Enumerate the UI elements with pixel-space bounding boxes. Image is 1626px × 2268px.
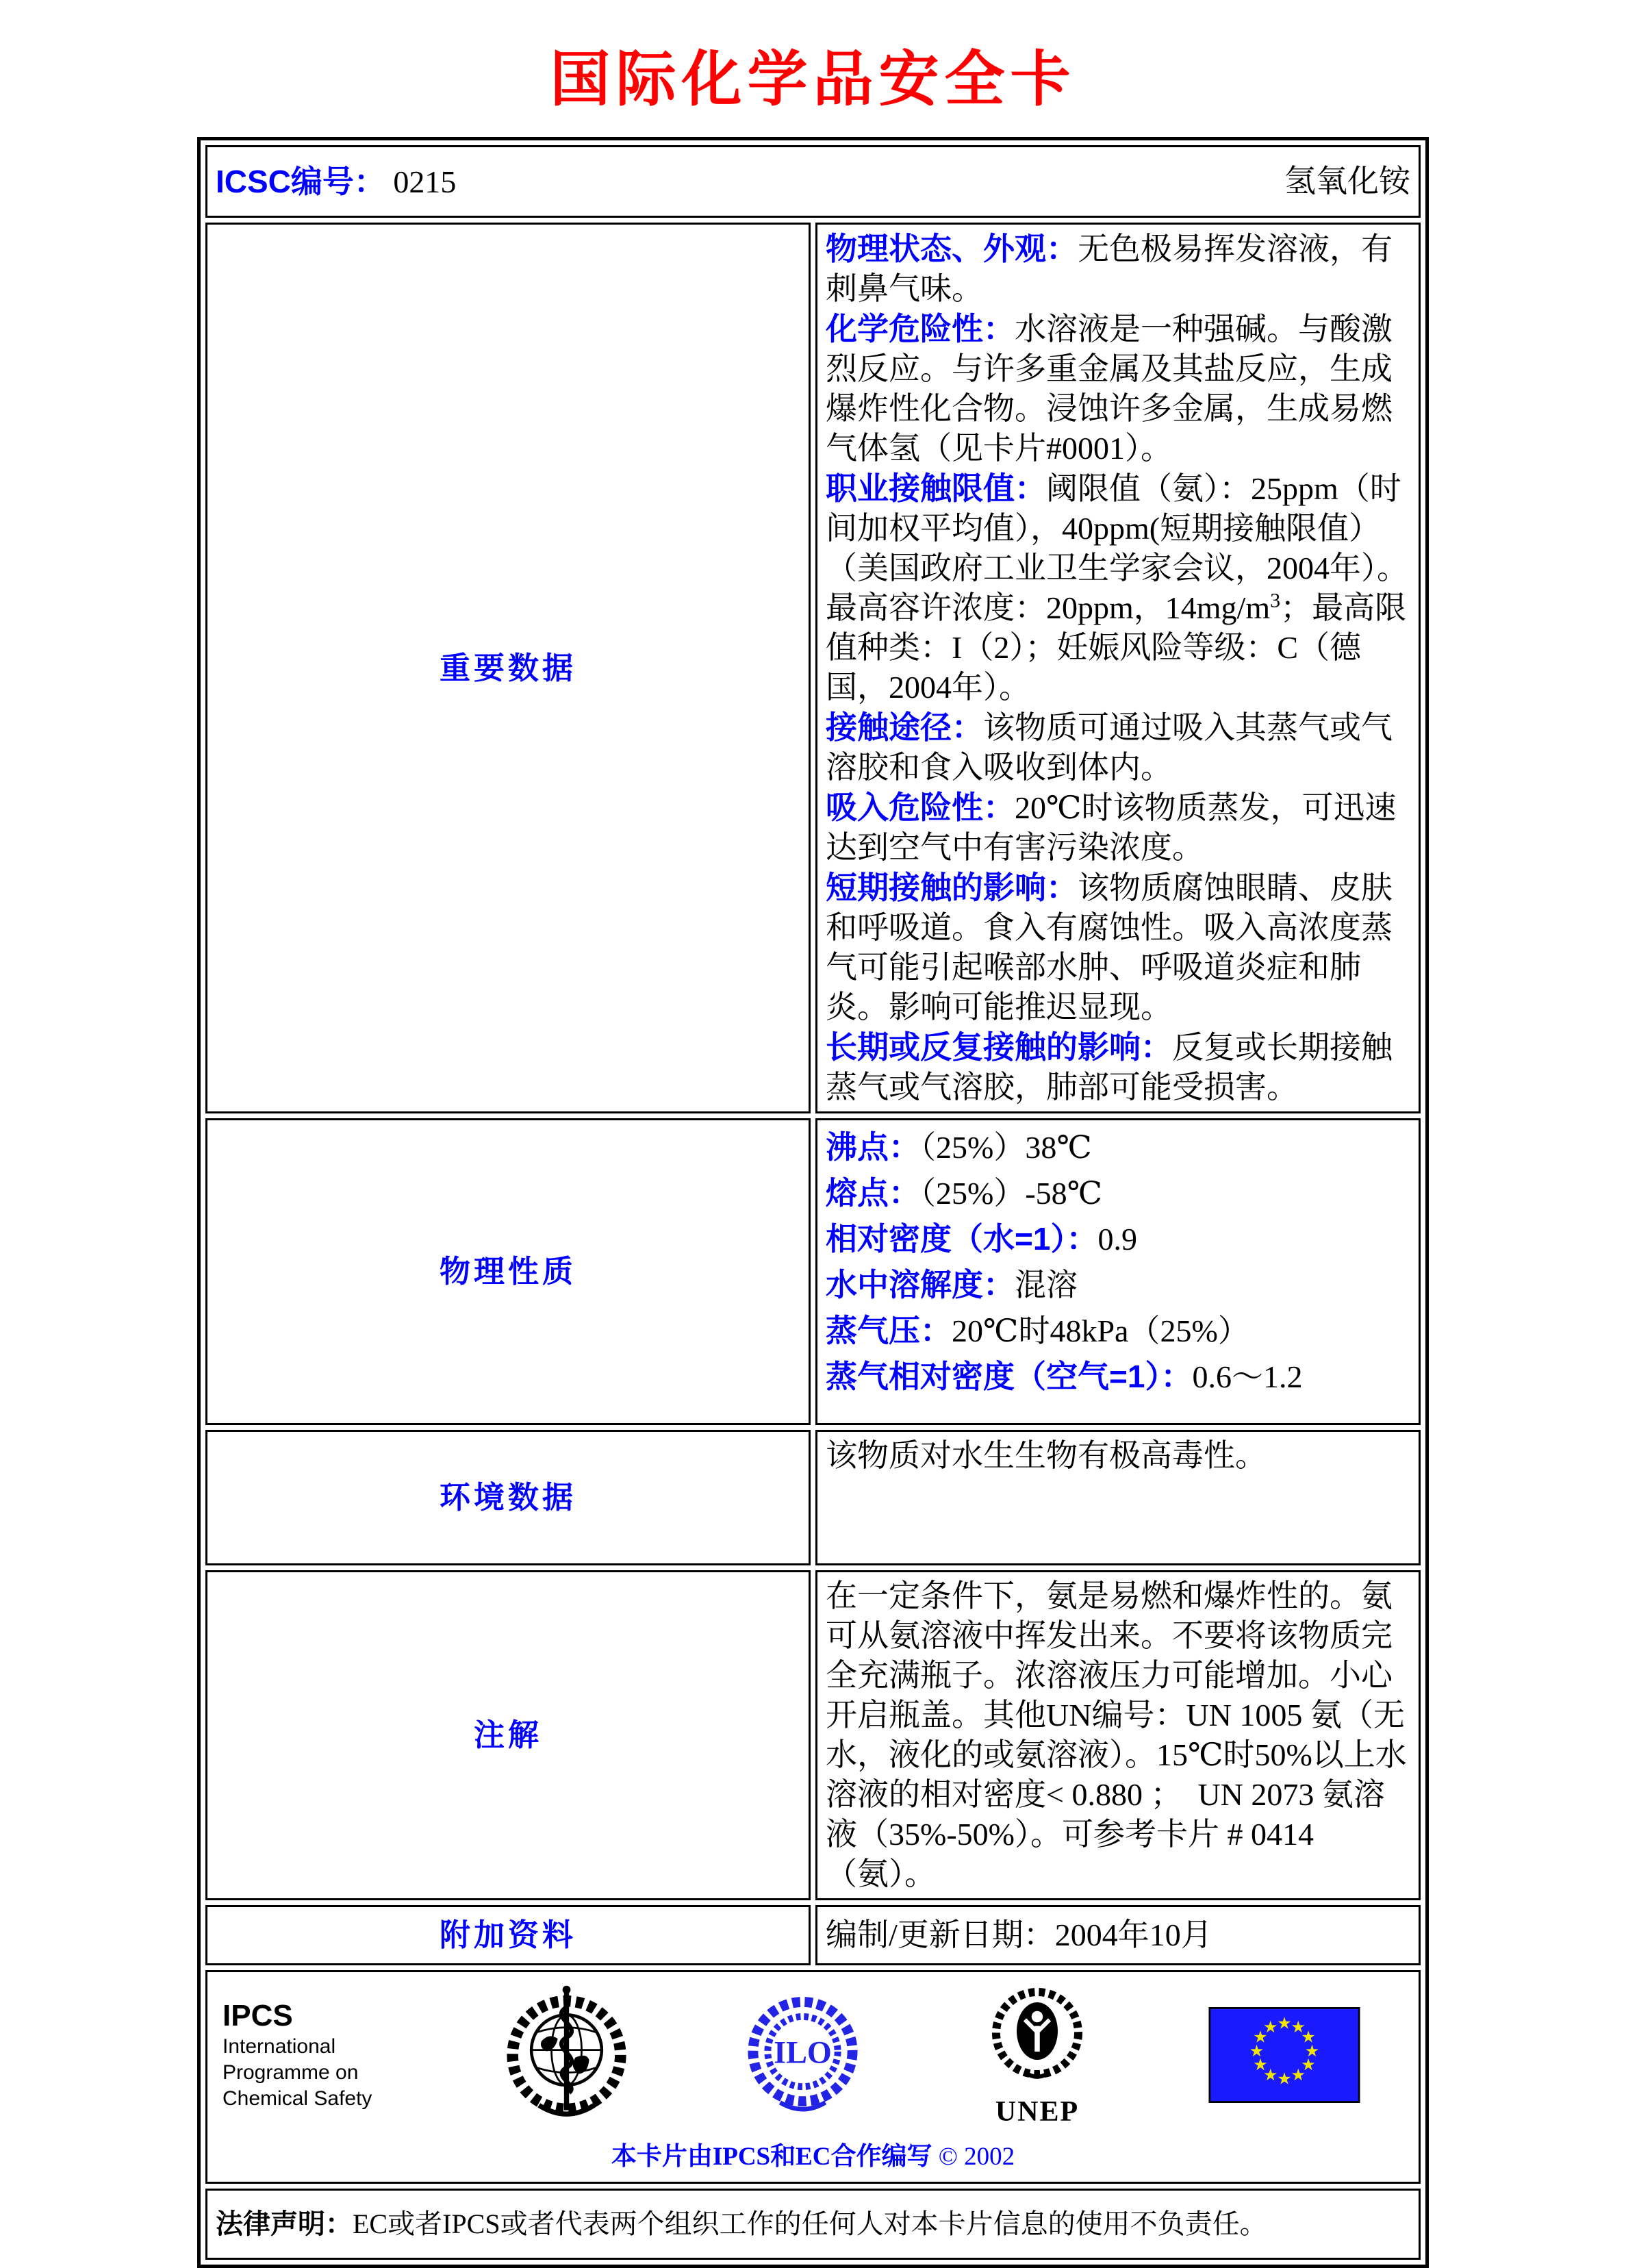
row-label-important-data: 重要数据 bbox=[439, 650, 576, 685]
additional-info-text: 编制/更新日期：2004年10月 bbox=[826, 1917, 1212, 1952]
icsc-card-page bbox=[0, 32, 1626, 2239]
ilo-logo-text: ILO bbox=[774, 2034, 832, 2070]
page-title: 国际化学品安全卡 bbox=[550, 47, 1076, 114]
icsc-card-table bbox=[197, 137, 1429, 2268]
physical-item-vapor-pressure bbox=[826, 1308, 1410, 1354]
legal-text: EC或者IPCS或者代表两个组织工作的任何人对本卡片信息的使用不负责任。 bbox=[353, 2208, 1267, 2239]
field-label: 沸点： bbox=[826, 1129, 920, 1165]
ipcs-line2: Programme on bbox=[223, 2061, 359, 2084]
field-value: 混溶 bbox=[1015, 1268, 1078, 1302]
logos-row bbox=[205, 1970, 1421, 2184]
notes-row bbox=[205, 1570, 1421, 1900]
important-item-short-term-effects bbox=[826, 868, 1410, 1027]
credit-text: 本卡片由IPCS和EC合作编写 bbox=[611, 2143, 932, 2171]
icsc-number: 0215 bbox=[393, 164, 457, 199]
physical-properties-content-cell bbox=[815, 1118, 1421, 1425]
field-value: 0.6～1.2 bbox=[1192, 1359, 1303, 1394]
logos-cell bbox=[205, 1970, 1421, 2184]
field-value: 20℃时48kPa（25%） bbox=[952, 1313, 1249, 1348]
field-value: 无色极易挥发溶液，有刺鼻气味。 bbox=[826, 231, 1393, 306]
physical-properties-row bbox=[205, 1118, 1421, 1425]
notes-content-cell bbox=[815, 1570, 1421, 1900]
important-data-content-cell bbox=[815, 223, 1421, 1113]
field-value: 该物质腐蚀眼睛、皮肤和呼吸道。食入有腐蚀性。吸入高浓度蒸气可能引起喉部水肿、呼吸道炎症和肺炎。影响可能推迟显现。 bbox=[826, 870, 1393, 1024]
additional-info-label-cell bbox=[205, 1905, 811, 1965]
unep-logo-text: UNEP bbox=[995, 2096, 1080, 2128]
important-item-long-term-effects bbox=[826, 1027, 1410, 1107]
field-value: 该物质可通过吸入其蒸气或气溶胶和食入吸收到体内。 bbox=[826, 710, 1393, 785]
ipcs-line1: International bbox=[223, 2035, 336, 2058]
ipcs-acronym: IPCS bbox=[223, 1999, 293, 2032]
field-label: 接触途径： bbox=[826, 709, 983, 745]
physical-item-boiling-point bbox=[826, 1124, 1410, 1170]
field-value: 反复或长期接触蒸气或气溶胶，肺部可能受损害。 bbox=[826, 1030, 1393, 1105]
important-item-chemical-danger bbox=[826, 309, 1410, 468]
row-label-additional-info: 附加资料 bbox=[439, 1917, 576, 1952]
field-label: 相对密度（水=1）： bbox=[826, 1221, 1098, 1257]
field-label: 化学危险性： bbox=[826, 311, 1015, 346]
field-label: 蒸气相对密度（空气=1）： bbox=[826, 1359, 1193, 1394]
important-item-exposure-limits bbox=[826, 468, 1410, 707]
unep-logo-block bbox=[986, 1984, 1089, 2126]
additional-info-content-cell bbox=[815, 1905, 1421, 1965]
important-data-row bbox=[205, 223, 1421, 1113]
field-label: 物理状态、外观： bbox=[826, 231, 1078, 266]
star-icon: ★ bbox=[1253, 2027, 1268, 2047]
star-icon: ★ bbox=[1253, 2055, 1268, 2075]
field-label: 长期或反复接触的影响： bbox=[826, 1029, 1172, 1065]
notes-label-cell bbox=[205, 1570, 811, 1900]
physical-item-water-solubility bbox=[826, 1262, 1410, 1308]
physical-item-melting-point bbox=[826, 1170, 1410, 1216]
environmental-data-label-cell bbox=[205, 1430, 811, 1565]
physical-item-vapor-relative-density bbox=[826, 1354, 1410, 1400]
who-logo-icon bbox=[503, 1980, 630, 2130]
environmental-data-text: 该物质对水生生物有极高毒性。 bbox=[826, 1438, 1267, 1473]
header-row bbox=[205, 145, 1421, 218]
icsc-number-group bbox=[216, 162, 456, 202]
star-icon: ★ bbox=[1263, 2065, 1278, 2084]
legal-cell bbox=[205, 2189, 1421, 2260]
star-icon: ★ bbox=[1301, 2055, 1316, 2075]
field-value: 水溶液是一种强碱。与酸激烈反应。与许多重金属及其盐反应，生成爆炸性化合物。浸蚀许多金属，生成易燃气体氢（见卡片#0001）。 bbox=[826, 312, 1393, 466]
environmental-data-row bbox=[205, 1430, 1421, 1565]
star-icon: ★ bbox=[1277, 2069, 1292, 2089]
icsc-number-label: ICSC编号： bbox=[216, 163, 385, 199]
field-label: 吸入危险性： bbox=[826, 790, 1015, 825]
legal-row bbox=[205, 2189, 1421, 2260]
ipcs-line3: Chemical Safety bbox=[223, 2087, 372, 2110]
additional-info-row bbox=[205, 1905, 1421, 1965]
credit-line bbox=[207, 2137, 1419, 2177]
notes-text: 在一定条件下，氨是易燃和爆炸性的。氨可从氨溶液中挥发出来。不要将该物质完全充满瓶子。浓溶液压力可能增加。小心开启瓶盖。其他UN编号：UN 1005 氨（无水，液化的或氨溶液）。15℃时50%以上水溶液的相对密度< 0.880 ； UN 2073 氨溶液（35%-50%）。可参考卡片 # 0414（氨）。 bbox=[826, 1578, 1407, 1891]
unep-logo-icon bbox=[986, 1984, 1089, 2087]
header-cell bbox=[205, 145, 1421, 218]
physical-properties-label-cell bbox=[205, 1118, 811, 1425]
star-icon: ★ bbox=[1263, 2017, 1278, 2037]
field-value: ；最高限值种类：I（2）；妊娠风险等级：C（德国，2004年）。 bbox=[826, 590, 1407, 705]
field-label: 职业接触限值： bbox=[826, 470, 1046, 506]
ipcs-text-block bbox=[223, 1998, 428, 2112]
field-value: （25%）-58℃ bbox=[920, 1176, 1103, 1211]
field-value: 20℃时该物质蒸发，可迅速达到空气中有害污染浓度。 bbox=[826, 790, 1397, 865]
important-item-inhalation-risk bbox=[826, 788, 1410, 868]
star-icon: ★ bbox=[1304, 2041, 1320, 2061]
field-label: 蒸气压： bbox=[826, 1313, 952, 1348]
star-icon: ★ bbox=[1291, 2017, 1306, 2037]
star-icon: ★ bbox=[1277, 2013, 1292, 2033]
environmental-data-content-cell bbox=[815, 1430, 1421, 1565]
row-label-notes: 注解 bbox=[473, 1717, 542, 1752]
field-label: 短期接触的影响： bbox=[826, 870, 1078, 905]
field-value: （25%）38℃ bbox=[920, 1130, 1092, 1165]
important-item-appearance bbox=[826, 229, 1410, 309]
important-item-exposure-routes bbox=[826, 707, 1410, 788]
star-icon: ★ bbox=[1291, 2065, 1306, 2084]
legal-label: 法律声明： bbox=[216, 2209, 353, 2239]
physical-item-relative-density bbox=[826, 1216, 1410, 1262]
field-value: 0.9 bbox=[1097, 1222, 1137, 1257]
star-icon: ★ bbox=[1301, 2027, 1316, 2047]
credit-year: © 2002 bbox=[938, 2143, 1015, 2171]
field-label: 水中溶解度： bbox=[826, 1267, 1015, 1302]
field-value: 阈限值（氨）：25ppm（时间加权平均值），40ppm(短期接触限值）（美国政府工业卫生学家会议，2004年）。最高容许浓度：20ppm，14mg/m bbox=[826, 471, 1408, 625]
superscript: 3 bbox=[1270, 589, 1281, 612]
row-label-environmental-data: 环境数据 bbox=[439, 1480, 576, 1515]
eu-flag-icon bbox=[1208, 2007, 1360, 2103]
ilo-logo-icon bbox=[746, 1987, 859, 2123]
chemical-name: 氢氧化铵 bbox=[1284, 164, 1410, 199]
star-icon: ★ bbox=[1249, 2041, 1265, 2061]
field-label: 熔点： bbox=[826, 1175, 920, 1211]
row-label-physical-properties: 物理性质 bbox=[439, 1254, 576, 1289]
important-data-label-cell bbox=[205, 223, 811, 1113]
